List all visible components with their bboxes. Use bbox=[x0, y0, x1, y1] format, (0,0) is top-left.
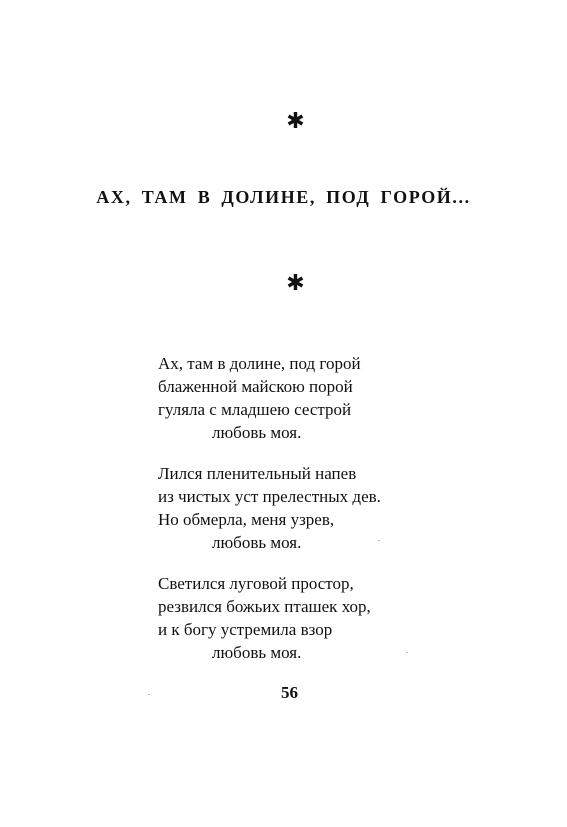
poem-line: Светился луговой простор, bbox=[158, 574, 354, 593]
poem-refrain: любовь моя. bbox=[212, 533, 302, 552]
poem-line: Лился пленительный напев bbox=[158, 464, 357, 483]
poem-refrain: любовь моя. bbox=[212, 423, 302, 442]
poem-title: АХ, ТАМ В ДОЛИНЕ, ПОД ГОРОЙ... bbox=[96, 187, 471, 207]
stanza bbox=[158, 572, 478, 664]
scan-speck bbox=[378, 540, 380, 541]
poem-refrain: любовь моя. bbox=[212, 643, 302, 662]
scan-speck bbox=[148, 694, 150, 695]
poem-line: блаженной майскою порой bbox=[158, 377, 353, 396]
stanza bbox=[158, 462, 478, 554]
star-ornament-icon: ✱ bbox=[286, 108, 305, 133]
poem-line: из чистых уст прелестных дев. bbox=[158, 487, 381, 506]
poem-line: Ах, там в долине, под горой bbox=[158, 354, 361, 373]
poem-body bbox=[158, 352, 478, 682]
star-ornament-icon: ✱ bbox=[286, 270, 305, 295]
poem-line: резвился божьих пташек хор, bbox=[158, 597, 371, 616]
scan-speck bbox=[406, 652, 408, 653]
poem-line: гуляла с младшею сестрой bbox=[158, 400, 352, 419]
page-number: 56 bbox=[281, 683, 298, 702]
poem-line: и к богу устремила взор bbox=[158, 620, 333, 639]
poem-line: Но обмерла, меня узрев, bbox=[158, 510, 335, 529]
stanza bbox=[158, 352, 478, 444]
